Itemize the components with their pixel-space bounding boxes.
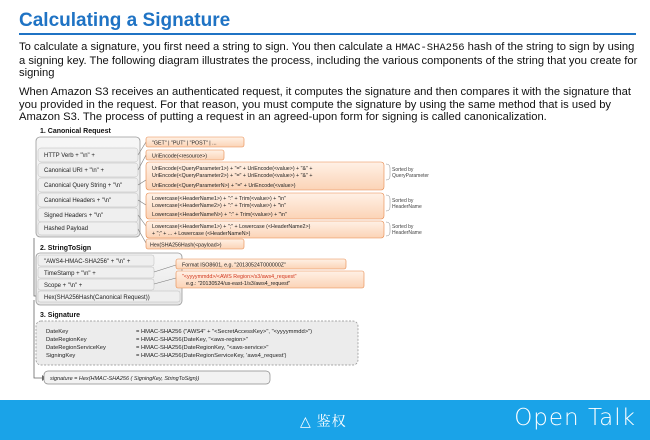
s2-label-algorithm: "AWS4-HMAC-SHA256" + "\n" + [44,259,131,265]
signature-formula: signature = Hex(HMAC-SHA256 ( SigningKey, StringToSign)) [50,376,200,382]
s2-label-scope: Scope + "\n" + [44,283,83,289]
s1-verb-text: "GET" | "PUT" | "POST" | ... [152,140,217,147]
s3-key-service: DateRegionServiceKey [46,345,106,351]
s3-value-date: = HMAC-SHA256 ("AWS4" + "<SecretAccessKey>", "<yyyymmdd>") [136,329,313,335]
intro-text-b: hash of the string to sign by using a signing key. The following diagram illustrates the process, including the various components of the string that you create for signing [19,41,638,80]
intro-text-a: To calculate a signature, you first need a string to sign. You then calculate a [19,41,396,53]
footer-section-label: △ 鉴权 [300,413,347,429]
section1-title: 1. Canonical Request [40,128,111,135]
s3-key-signing: SigningKey [46,353,76,359]
s2-scope-line2: e.g.: "20130524/us-east-1/s3/aws4_request" [186,281,291,287]
paragraph-canonicalization: When Amazon S3 receives an authenticated request, it computes the signature and then compares it with the signature that you provided in the request. For that reason, you must compute the signature by using the same method that is used by Amazon S3. The process of putting a request in an agreed-upon form for signing is called canonicalization. [19,86,631,124]
s3-key-region: DateRegionKey [46,337,87,343]
s1-uri-text: UriEncode(<resource>) [152,153,208,160]
s3-value-signing: = HMAC-SHA256(DateRegionServiceKey, 'aws4_request') [136,353,287,359]
s1-label-headers: Canonical Headers + "\n" [44,198,112,204]
s1-headers-line2: Lowercase(<HeaderName2>) + ":" + Trim(<value>) + "\n" [152,203,286,209]
s2-label-hash: Hex(SHA256Hash(Canonical Request)) [44,295,150,301]
s1-signed-line2: + ";" + ... + Lowercase (<HeaderNameN>) [152,231,251,237]
s1-label-verb: HTTP Verb + "\n" + [44,153,95,159]
s1-label-signed: Signed Headers + "\n" [44,213,104,219]
s1-query-line2: UriEncode(<QueryParameter2>) + "=" + UriEncode(<value>) + "&" + [152,173,313,179]
s1-headers-line1: Lowercase(<HeaderName1>) + ":" + Trim(<value>) + "\n" [152,196,286,202]
s3-value-service: = HMAC-SHA256(DateRegionKey, "<aws-service>" [136,345,269,351]
brand-logo: Open Talk [514,405,636,431]
s3-value-region: = HMAC-SHA256(DateKey, "<aws-region>" [136,337,248,343]
section2-title: 2. StringToSign [40,245,92,252]
intro-hmac-code: HMAC-SHA256 [395,42,465,54]
sorted-note-2a: Sorted by [392,198,414,204]
s1-signed-line1: Lowercase(<HeaderName1>) + ";" + Lowercase (<HeaderName2>) [152,224,311,230]
footer-bar [0,400,650,440]
s1-payload-text: Hex(SHA256Hash(<payload>) [150,242,222,249]
section3-title: 3. Signature [40,312,81,319]
sorted-note-3a: Sorted by [392,224,414,230]
s2-format-text: Format ISO8601, e.g. "20130524T000000Z" [182,262,286,269]
s3-key-date: DateKey [46,329,69,335]
page-title: Calculating a Signature [19,10,231,31]
s1-label-payload: Hashed Payload [44,226,89,232]
sorted-note-1b: QueryParameter [392,173,429,179]
sorted-note-1a: Sorted by [392,167,414,173]
s2-label-timestamp: TimeStamp + "\n" + [44,271,96,277]
s2-scope-line1: "<yyyymmdd>/<AWS Region>/s3/aws4_request" [182,274,297,280]
sorted-note-2b: HeaderName [392,204,422,210]
s1-label-uri: Canonical URI + "\n" + [44,168,104,174]
s1-query-line1: UriEncode(<QueryParameter1>) + "=" + UriEncode(<value>) + "&" + [152,166,313,172]
sorted-note-3b: HeaderName [392,230,422,236]
s1-label-query: Canonical Query String + "\n" [44,183,123,189]
s1-headers-line3: Lowercase(<HeaderNameN>) + ":" + Trim(<value>) + "\n" [152,212,287,218]
s1-query-line3: UriEncode(<QueryParameterN>) + "=" + UriEncode(<value>) [152,183,296,189]
